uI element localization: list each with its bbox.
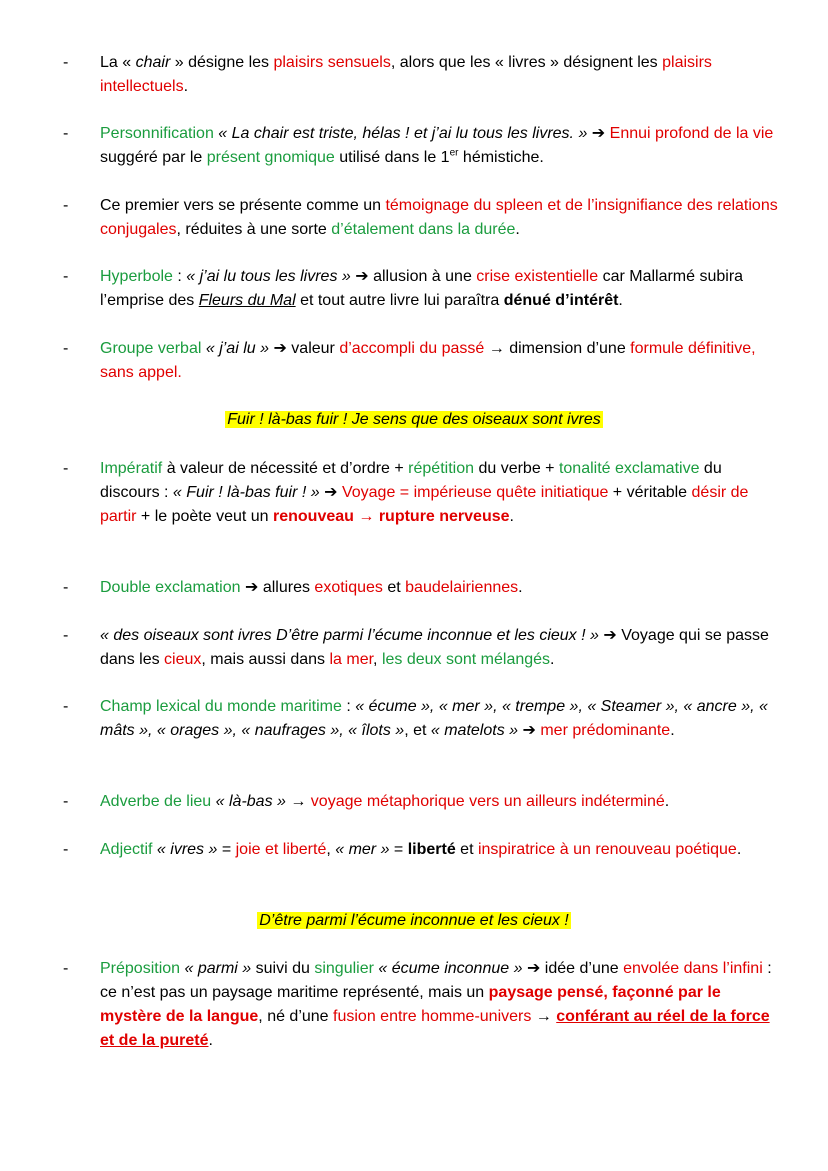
text-run: fusion entre homme-univers [333, 1008, 532, 1025]
text-run: . [618, 292, 623, 309]
text-run: singulier [314, 960, 374, 977]
text-run: Ennui profond de la vie [609, 125, 774, 142]
text-run: Adverbe de lieu [100, 793, 212, 810]
text-run: plaisirs intellectuels [100, 54, 712, 95]
bullet-dash: - [63, 960, 69, 977]
bullet-text [100, 340, 756, 381]
bullet-text [100, 627, 769, 668]
text-run: « matelots » [430, 722, 519, 739]
text-run: « j’ai lu tous les livres » [186, 268, 351, 285]
text-run: Préposition [100, 960, 181, 977]
text-run: . [670, 722, 675, 739]
text-run: . [183, 78, 189, 95]
text-run: . [509, 508, 514, 525]
text-run: paysage pensé, façonné par le mystère de la langue [100, 984, 721, 1025]
text-run: Hyperbole [100, 268, 173, 285]
bullet-text [100, 197, 778, 238]
bullet-text [100, 54, 712, 95]
text-run: ➔ [603, 627, 617, 644]
text-run: , mais aussi dans [201, 651, 330, 668]
text-run: « La chair est triste, hélas ! et j’ai lu tous les livres. » [213, 125, 592, 142]
text-run: Double exclamation [100, 579, 241, 596]
text-run: d’accompli du passé [339, 340, 485, 357]
text-run: du verbe + [474, 460, 559, 477]
text-run: « Fuir ! là-bas fuir ! » [172, 484, 320, 501]
bullet-dash: - [63, 579, 69, 596]
text-run: Groupe verbal [100, 340, 202, 357]
verse-heading-text: D’être parmi l’écume inconnue et les cieux ! [259, 912, 569, 929]
text-run: « des oiseaux sont ivres D’être parmi l’écume inconnue et les cieux ! » [100, 627, 599, 644]
text-run: chair [135, 54, 171, 71]
text-run: « parmi » [184, 960, 252, 977]
text-run: : [341, 698, 356, 715]
text-run: « écume inconnue » [378, 960, 523, 977]
bullet-dash: - [63, 460, 69, 477]
text-run: ➔ [591, 125, 606, 142]
bullet-text [100, 698, 768, 739]
text-run: , [373, 651, 382, 668]
text-run: Ce premier vers se présente comme un [100, 197, 386, 214]
text-run: Personnification [100, 125, 214, 142]
text-run: . [208, 1032, 213, 1049]
text-run: « écume », « mer », « trempe », « Steamer », « ancre », « mâts », « orages », « naufrages », « îlots » [100, 698, 768, 739]
text-run: « j’ai lu » [205, 340, 269, 357]
text-run: Voyage = impérieuse quête initiatique [341, 484, 609, 501]
text-run: ➔ [324, 484, 338, 501]
text-run: idée d’une [540, 960, 624, 977]
text-run: → [285, 793, 311, 810]
text-run: présent gnomique [206, 149, 335, 166]
bullet-dash: - [63, 125, 69, 142]
text-run: La « [100, 54, 136, 71]
text-run: ➔ [244, 579, 259, 596]
text-run: ➔ [355, 268, 369, 285]
bullet-item [63, 457, 780, 529]
text-run: à valeur de nécessité et d’ordre + [162, 460, 409, 477]
text-run: baudelairiennes [405, 579, 519, 596]
text-run: rupture nerveuse [378, 508, 510, 525]
bullet-dash: - [63, 340, 69, 357]
text-run: ➔ [273, 340, 287, 357]
text-run: « mer » [335, 841, 390, 858]
text-run: allusion à une [368, 268, 477, 285]
text-run: formule définitive, sans appel. [100, 340, 756, 381]
text-run: → [353, 508, 379, 525]
text-run: → dimension d’une [484, 340, 631, 357]
text-run: conférant au réel de la force et de la pureté [100, 1008, 770, 1049]
text-run: suggéré par le [100, 149, 207, 166]
text-run: . [664, 793, 670, 810]
text-run: : [172, 268, 187, 285]
text-run: « là-bas » [215, 793, 286, 810]
text-run: et [382, 579, 406, 596]
bullet-item [63, 51, 780, 99]
bullet-text [100, 960, 772, 1049]
text-run: Voyage qui se passe dans les [100, 627, 769, 668]
text-run: et tout autre livre lui paraîtra [295, 292, 504, 309]
bullet-dash: - [63, 793, 69, 810]
text-run: désir de partir [100, 484, 749, 525]
text-run: Adjectif [100, 841, 153, 858]
text-run: suivi du [251, 960, 315, 977]
text-run: = [217, 841, 236, 858]
text-run: ➔ [526, 960, 541, 977]
text-run: » désigne les [170, 54, 274, 71]
text-run: → [531, 1008, 557, 1025]
bullet-item [63, 122, 780, 170]
text-run: mer prédominante [540, 722, 671, 739]
text-run: liberté [407, 841, 456, 858]
text-run: exotiques [314, 579, 383, 596]
text-run: Impératif [100, 460, 163, 477]
text-run: . [550, 651, 555, 668]
bullet-dash: - [63, 54, 69, 71]
text-run: ➔ [522, 722, 536, 739]
bullet-text [100, 793, 669, 810]
text-run: Champ lexical du monde maritime [100, 698, 342, 715]
bullet-dash: - [63, 627, 69, 644]
text-run: . [736, 841, 742, 858]
text-run: + véritable [608, 484, 692, 501]
text-run: : ce n’est pas un paysage maritime représenté, mais un [100, 960, 772, 1001]
text-run: . [518, 579, 523, 596]
text-run: d’étalement dans la durée [331, 221, 516, 238]
text-run: , [326, 841, 336, 858]
verse-heading [0, 408, 828, 432]
verse-heading [0, 909, 828, 933]
text-run: tonalité exclamative [558, 460, 700, 477]
text-run: , réduites à une sorte [176, 221, 332, 238]
text-run: les deux sont mélangés [381, 651, 551, 668]
text-run: Fleurs du Mal [198, 292, 296, 309]
bullet-text [100, 125, 773, 166]
bullet-item [63, 194, 780, 242]
text-run: la mer [329, 651, 374, 668]
bullet-dash: - [63, 698, 69, 715]
bullet-item [63, 265, 780, 313]
bullet-text [100, 268, 743, 309]
text-run: du discours : [100, 460, 722, 501]
text-run: hémistiche. [458, 149, 544, 166]
text-run: utilisé dans le 1 [334, 149, 450, 166]
bullet-item [63, 695, 780, 743]
bullet-item [63, 624, 780, 672]
text-run: = [389, 841, 408, 858]
text-run: joie et liberté [235, 841, 327, 858]
text-run: er [449, 147, 459, 159]
text-run: « ivres » [156, 841, 218, 858]
text-run: . [515, 221, 520, 238]
text-run: , alors que les « livres » désignent les [390, 54, 663, 71]
text-run: voyage métaphorique vers un ailleurs indéterminé [310, 793, 665, 810]
bullet-item [63, 337, 780, 385]
bullet-item [63, 957, 780, 1053]
text-run: et [455, 841, 478, 858]
bullet-dash: - [63, 841, 69, 858]
bullet-dash: - [63, 197, 69, 214]
text-run: répétition [408, 460, 474, 477]
bullet-item [63, 790, 780, 814]
text-run: dénué d’intérêt [503, 292, 619, 309]
bullet-item [63, 576, 780, 600]
text-run: allures [258, 579, 315, 596]
text-run: , né d’une [258, 1008, 334, 1025]
text-run: envolée dans l’infini [623, 960, 763, 977]
bullet-item [63, 838, 780, 862]
text-run: crise existentielle [476, 268, 599, 285]
text-run: plaisirs sensuels [273, 54, 391, 71]
text-run: témoignage du spleen et de l’insignifiance des relations conjugales [100, 197, 778, 238]
text-run: inspiratrice à un renouveau poétique [477, 841, 737, 858]
text-run: + le poète veut un [136, 508, 273, 525]
bullet-text [100, 460, 748, 525]
bullet-dash: - [63, 268, 69, 285]
verse-heading-text: Fuir ! là-bas fuir ! Je sens que des oiseaux sont ivres [227, 411, 601, 428]
text-run: cieux [164, 651, 202, 668]
bullet-text [100, 579, 523, 596]
text-run: , et [404, 722, 431, 739]
text-run: car Mallarmé subira l’emprise des [100, 268, 744, 309]
text-run: renouveau [273, 508, 354, 525]
text-run: valeur [286, 340, 340, 357]
bullet-text [100, 841, 741, 858]
